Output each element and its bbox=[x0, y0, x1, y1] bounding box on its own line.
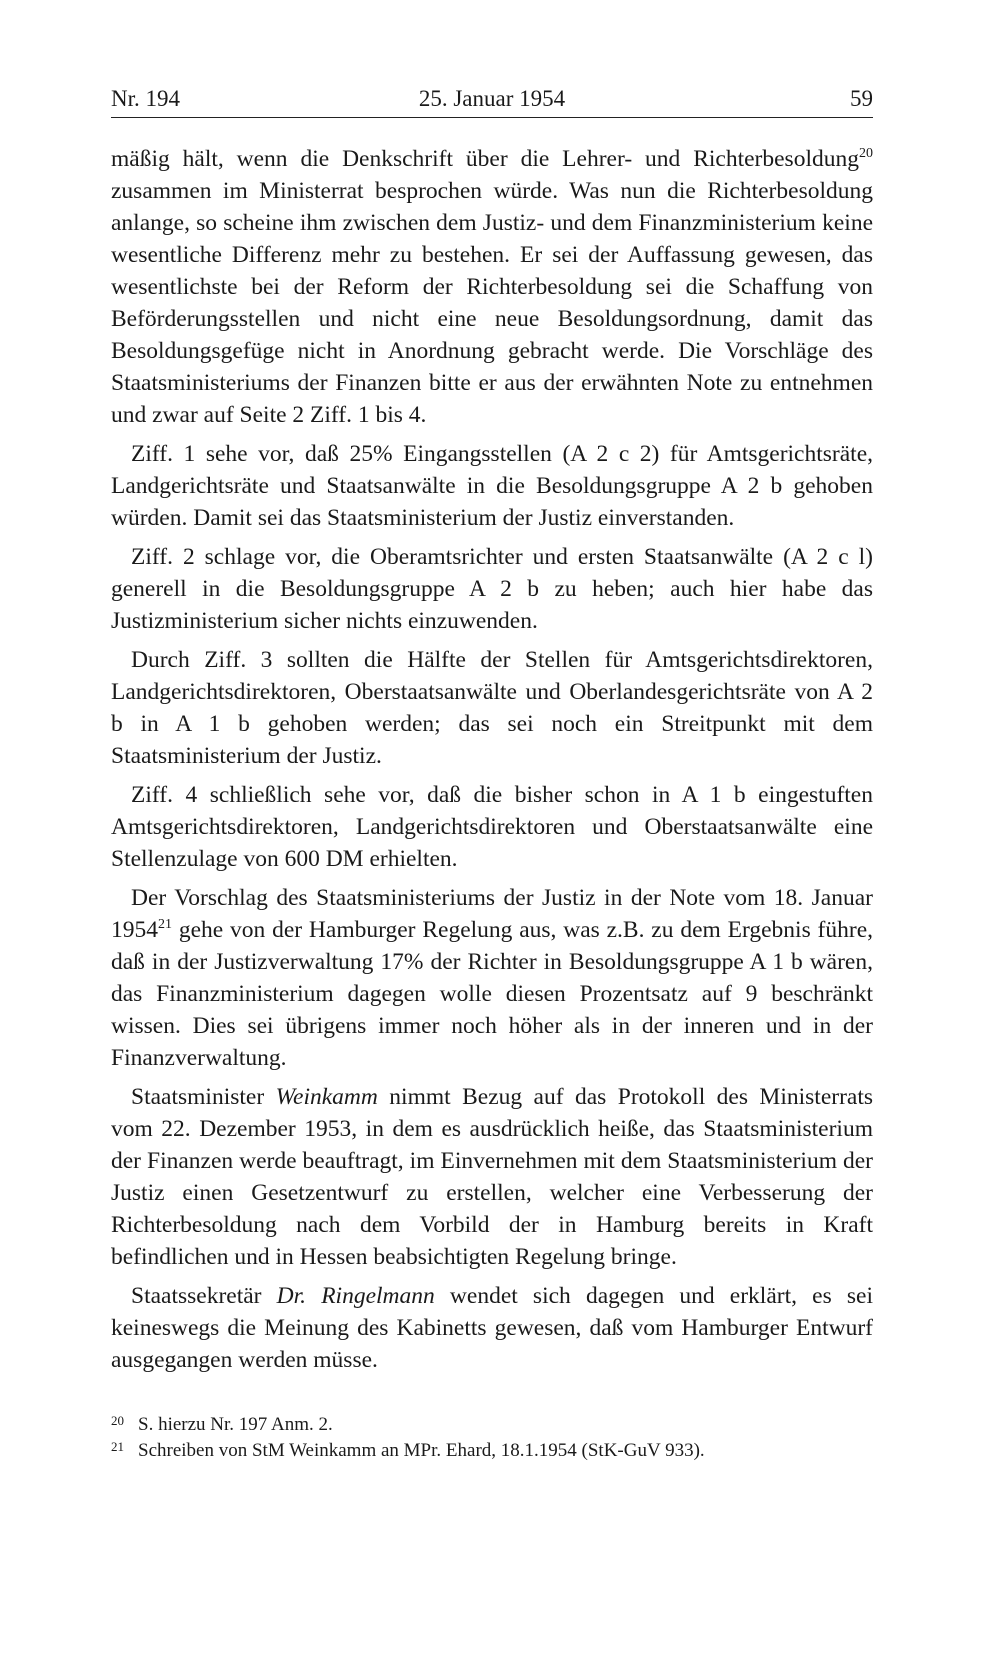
paragraph-text: Staatsminister bbox=[131, 1084, 276, 1110]
header-rule bbox=[111, 117, 873, 118]
document-date: 25. Januar 1954 bbox=[411, 86, 573, 111]
paragraph-text: wendet sich dagegen und erklärt, es sei keineswegs die Meinung des Kabinetts gewesen, daß vom Hamburger Entwurf ausgegangen werden müsse. bbox=[111, 1283, 873, 1373]
document-number: Nr. 194 bbox=[111, 86, 188, 112]
speaker-name: Dr. Ringelmann bbox=[276, 1283, 435, 1309]
footnote-20 bbox=[111, 1412, 873, 1438]
paragraph-text: nimmt Bezug auf das Protokoll des Ministerrats vom 22. Dezember 1953, in dem es ausdrücklich heiße, das Staatsministerium der Finanzen werde beauftragt, im Einvernehmen mit dem Staatsministerium der Justiz einen Gesetzentwurf zu erstellen, welcher eine Verbesserung der Richterbesoldung nach dem Vorbild der in Hamburg bereits in Kraft befindlichen und in Hessen beabsichtigten Regelung bringe. bbox=[111, 1084, 873, 1270]
footnote-ref-20: 20 bbox=[859, 146, 873, 161]
paragraph-4 bbox=[111, 644, 873, 772]
footnote-number: 20 bbox=[111, 1413, 124, 1428]
paragraph-1 bbox=[111, 143, 873, 431]
paragraph-text: Durch Ziff. 3 sollten die Hälfte der Stellen für Amtsgerichtsdirektoren, Landgerichtsdirektoren, Oberstaatsanwälte und Oberlandesgerichtsräte von A 2 b in A 1 b gehoben werden; das sei noch ein Streitpunkt mit dem Staatsministerium der Justiz. bbox=[111, 647, 873, 769]
footnote-21 bbox=[111, 1438, 873, 1464]
footnote-ref-21: 21 bbox=[158, 917, 172, 932]
speaker-name: Weinkamm bbox=[275, 1084, 378, 1110]
paragraph-8 bbox=[111, 1280, 873, 1376]
paragraph-text: Ziff. 1 sehe vor, daß 25% Eingangsstellen (A 2 c 2) für Amtsgerichtsräte, Landgerichtsräte und Staatsanwälte in die Besoldungsgruppe A 2 b gehoben würden. Damit sei das Staatsministerium der Justiz einverstanden. bbox=[111, 441, 873, 531]
footnote-number: 21 bbox=[111, 1439, 124, 1454]
footnote-text: S. hierzu Nr. 197 Anm. 2. bbox=[138, 1414, 333, 1435]
paragraph-6 bbox=[111, 882, 873, 1074]
footnotes bbox=[111, 1412, 873, 1464]
header-date-wrap bbox=[111, 86, 873, 112]
paragraph-text: Ziff. 2 schlage vor, die Oberamtsrichter und ersten Staatsanwälte (A 2 c l) generell in die Besoldungsgruppe A 2 b zu heben; auch hier habe das Justizministerium sicher nichts einzuwenden. bbox=[111, 544, 873, 634]
page-number: 59 bbox=[842, 86, 873, 112]
paragraph-text: gehe von der Hamburger Regelung aus, was z.B. zu dem Ergebnis führe, daß in der Justizverwaltung 17% der Richter in Besoldungsgruppe A 1 b wären, das Finanzministerium dagegen wolle diesen Prozentsatz auf 9 beschränkt wissen. Dies sei übrigens immer noch höher als in der inneren und in der Finanzverwaltung. bbox=[111, 917, 873, 1071]
running-header bbox=[111, 80, 873, 118]
paragraph-7 bbox=[111, 1081, 873, 1273]
body-text bbox=[111, 143, 873, 1383]
footnote-text: Schreiben von StM Weinkamm an MPr. Ehard, 18.1.1954 (StK-GuV 933). bbox=[138, 1440, 705, 1461]
paragraph-text: Ziff. 4 schließlich sehe vor, daß die bisher schon in A 1 b eingestuften Amtsgerichtsdirektoren, Landgerichtsdirektoren und Oberstaatsanwälte eine Stellenzulage von 600 DM erhielten. bbox=[111, 782, 873, 872]
paragraph-text: Staatssekretär bbox=[131, 1283, 277, 1309]
paragraph-2 bbox=[111, 438, 873, 534]
paragraph-text: mäßig hält, wenn die Denkschrift über die Lehrer- und Richterbesoldung bbox=[111, 146, 859, 172]
paragraph-5 bbox=[111, 779, 873, 875]
paragraph-text: Der Vorschlag des Staatsministeriums der Justiz in der Note vom 18. Januar 1954 bbox=[111, 885, 873, 943]
paragraph-3 bbox=[111, 541, 873, 637]
paragraph-text: zusammen im Ministerrat besprochen würde. Was nun die Richterbesoldung anlange, so scheine ihm zwischen dem Justiz- und dem Finanzministerium keine wesentliche Differenz mehr zu bestehen. Er sei der Auffassung gewesen, das wesentlichste bei der Reform der Richterbesoldung sei die Schaffung von Beförderungsstellen und nicht eine neue Besoldungsordnung, damit das Besoldungsgefüge nicht in Anordnung gebracht werde. Die Vorschläge des Staatsministeriums der Finanzen bitte er aus der erwähnten Note zu entnehmen und zwar auf Seite 2 Ziff. 1 bis 4. bbox=[111, 178, 873, 428]
